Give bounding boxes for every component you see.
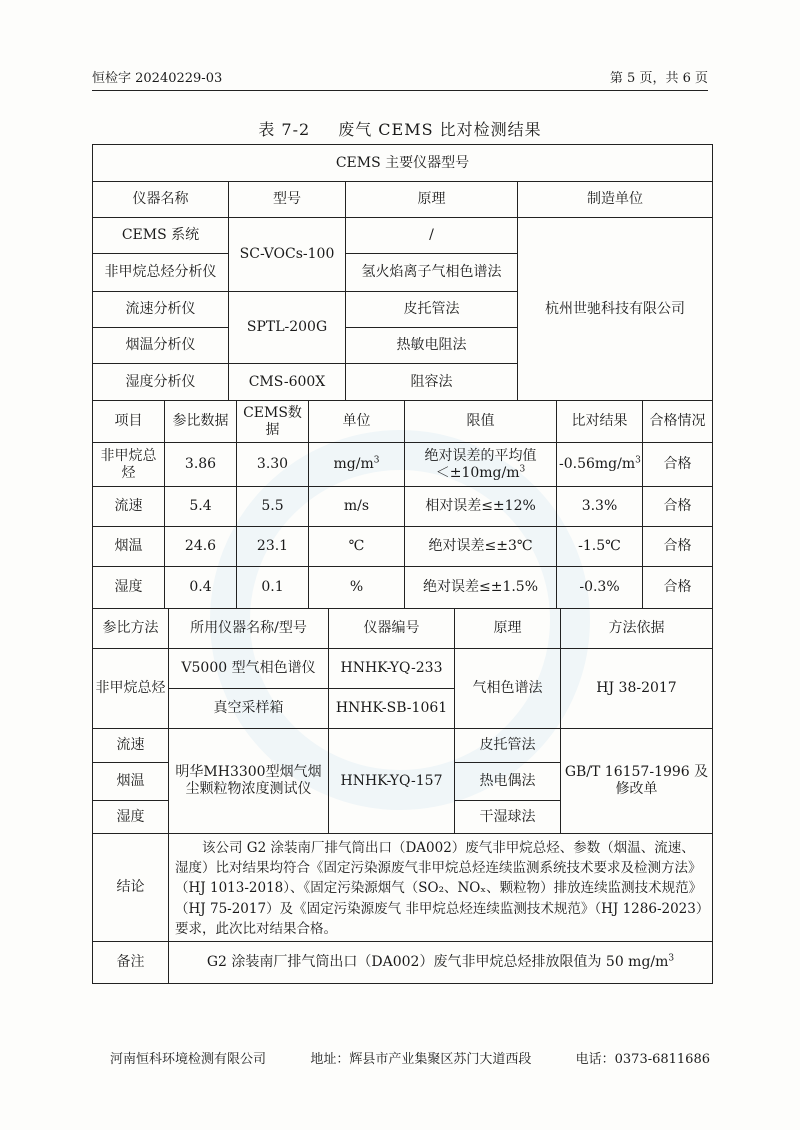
col-instrument-id: 仪器编号 — [329, 609, 455, 649]
instrument-principle: 氢火焰离子气相色谱法 — [346, 254, 518, 292]
limit: 相对误差≤±12% — [405, 487, 557, 527]
cems-value: 23.1 — [237, 527, 309, 567]
limit: 绝对误差≤±1.5% — [405, 567, 557, 609]
instrument-principle: 皮托管法 — [346, 292, 518, 328]
instrument-principle: 阻容法 — [346, 364, 518, 401]
page-number: 第 5 页，共 6 页 — [609, 71, 708, 86]
limit-line2 — [407, 465, 554, 482]
table-number: 表 7-2 — [258, 120, 311, 139]
col-instrument-name: 仪器名称 — [93, 182, 229, 218]
ref-value: 0.4 — [165, 567, 237, 609]
result: -0.3% — [557, 567, 643, 609]
conclusion-table — [92, 833, 713, 984]
cems-value: 0.1 — [237, 567, 309, 609]
principle: 皮托管法 — [455, 729, 561, 763]
qualified: 合格 — [643, 443, 713, 487]
note-text — [169, 942, 713, 984]
comparison-result-table — [92, 400, 713, 609]
col-ref-method: 参比方法 — [93, 609, 169, 649]
ref-value: 24.6 — [165, 527, 237, 567]
instrument-model: CMS-600X — [229, 364, 346, 401]
page-footer — [110, 1048, 710, 1067]
col-qualified: 合格情况 — [643, 401, 713, 443]
instrument-id: HNHK-YQ-233 — [329, 649, 455, 689]
result-sup: 3 — [635, 455, 641, 466]
qualified: 合格 — [643, 527, 713, 567]
col-cems-data: CEMS数据 — [237, 401, 309, 443]
limit-line1: 绝对误差的平均值 — [424, 447, 537, 464]
footer-company: 河南恒科环境检测有限公司 — [110, 1052, 267, 1067]
note-body: G2 涂装南厂排气筒出口（DA002）废气非甲烷总烃排放限值为 50 mg/m — [206, 954, 669, 971]
table-row — [93, 487, 713, 527]
col-model: 型号 — [229, 182, 346, 218]
instrument-principle: / — [346, 218, 518, 254]
instrument-name: 烟温分析仪 — [93, 328, 229, 364]
result: -1.5℃ — [557, 527, 643, 567]
limit — [405, 443, 557, 487]
footer-phone: 电话：0373-6811686 — [575, 1052, 710, 1067]
col-ref-data: 参比数据 — [165, 401, 237, 443]
method-item: 烟温 — [93, 763, 169, 801]
instrument-id: HNHK-SB-1061 — [329, 689, 455, 729]
result — [557, 443, 643, 487]
col-basis: 方法依据 — [561, 609, 713, 649]
limit: 绝对误差≤±3℃ — [405, 527, 557, 567]
method-item: 非甲烷总烃 — [93, 649, 169, 729]
principle: 热电偶法 — [455, 763, 561, 801]
item: 烟温 — [93, 527, 165, 567]
note-label: 备注 — [93, 942, 169, 984]
table-title — [0, 117, 800, 140]
unit — [309, 443, 405, 487]
col-item: 项目 — [93, 401, 165, 443]
instrument-name: 非甲烷总烃分析仪 — [93, 254, 229, 292]
ref-value: 3.86 — [165, 443, 237, 487]
basis: GB/T 16157-1996 及修改单 — [561, 729, 713, 834]
instrument-name: 湿度分析仪 — [93, 364, 229, 401]
unit-text: mg/m — [333, 456, 374, 473]
conclusion-text: 该公司 G2 涂装南厂排气筒出口（DA002）废气非甲烷总烃、参数（烟温、流速、湿度）比对结果均符合《固定污染源废气非甲烷总烃连续监测系统技术要求及检测方法》（HJ 1013-2018）、《固定污染源烟气（SO₂、NOₓ、颗粒物）排放连续监测技术规范》（HJ 75-2017）及《固定污染源废气 非甲烷总烃连续监测技术规范》（HJ 1286-2023）要求，此次比对结果合格。 — [169, 834, 713, 942]
col-principle: 原理 — [455, 609, 561, 649]
table-title-text: 废气 CEMS 比对检测结果 — [338, 120, 542, 139]
instrument: V5000 型气相色谱仪 — [169, 649, 329, 689]
col-principle: 原理 — [346, 182, 518, 218]
table-row — [93, 567, 713, 609]
item: 流速 — [93, 487, 165, 527]
instrument-id: HNHK-YQ-157 — [329, 729, 455, 834]
reference-method-table — [92, 608, 713, 834]
note-sup: 3 — [668, 953, 675, 964]
ref-value: 5.4 — [165, 487, 237, 527]
result: 3.3% — [557, 487, 643, 527]
result-text: -0.56mg/m — [559, 456, 636, 473]
col-result: 比对结果 — [557, 401, 643, 443]
qualified: 合格 — [643, 487, 713, 527]
doc-number: 恒检字 20240229-03 — [92, 71, 223, 86]
unit: ℃ — [309, 527, 405, 567]
footer-address: 地址：辉县市产业集聚区苏门大道西段 — [310, 1052, 532, 1067]
method-item: 流速 — [93, 729, 169, 763]
method-item: 湿度 — [93, 801, 169, 834]
instrument: 真空采样箱 — [169, 689, 329, 729]
red-stamp-fragment — [788, 360, 800, 480]
limit-line2-text: ＜±10mg/m — [435, 464, 520, 481]
manufacturer: 杭州世驰科技有限公司 — [518, 218, 713, 401]
instrument-model: SC-VOCs-100 — [229, 218, 346, 292]
item: 湿度 — [93, 567, 165, 609]
unit-sup: 3 — [373, 455, 380, 466]
col-unit: 单位 — [309, 401, 405, 443]
instrument-name: 流速分析仪 — [93, 292, 229, 328]
col-manufacturer: 制造单位 — [518, 182, 713, 218]
table-row — [93, 443, 713, 487]
instrument-name: CEMS 系统 — [93, 218, 229, 254]
unit: % — [309, 567, 405, 609]
instrument-principle: 热敏电阻法 — [346, 328, 518, 364]
basis: HJ 38-2017 — [561, 649, 713, 729]
instrument-caption: CEMS 主要仪器型号 — [93, 145, 713, 182]
qualified: 合格 — [643, 567, 713, 609]
table-row — [93, 527, 713, 567]
cems-value: 3.30 — [237, 443, 309, 487]
col-instrument: 所用仪器名称/型号 — [169, 609, 329, 649]
instrument-model: SPTL-200G — [229, 292, 346, 364]
cems-value: 5.5 — [237, 487, 309, 527]
page-header — [92, 68, 708, 91]
item: 非甲烷总烃 — [93, 443, 165, 487]
principle: 气相色谱法 — [455, 649, 561, 729]
col-limit: 限值 — [405, 401, 557, 443]
cems-instrument-table — [92, 144, 713, 401]
principle: 干湿球法 — [455, 801, 561, 834]
unit: m/s — [309, 487, 405, 527]
instrument: 明华MH3300型烟气烟尘颗粒物浓度测试仪 — [169, 729, 329, 834]
conclusion-label: 结论 — [93, 834, 169, 942]
limit-line2-sup: 3 — [519, 463, 526, 474]
